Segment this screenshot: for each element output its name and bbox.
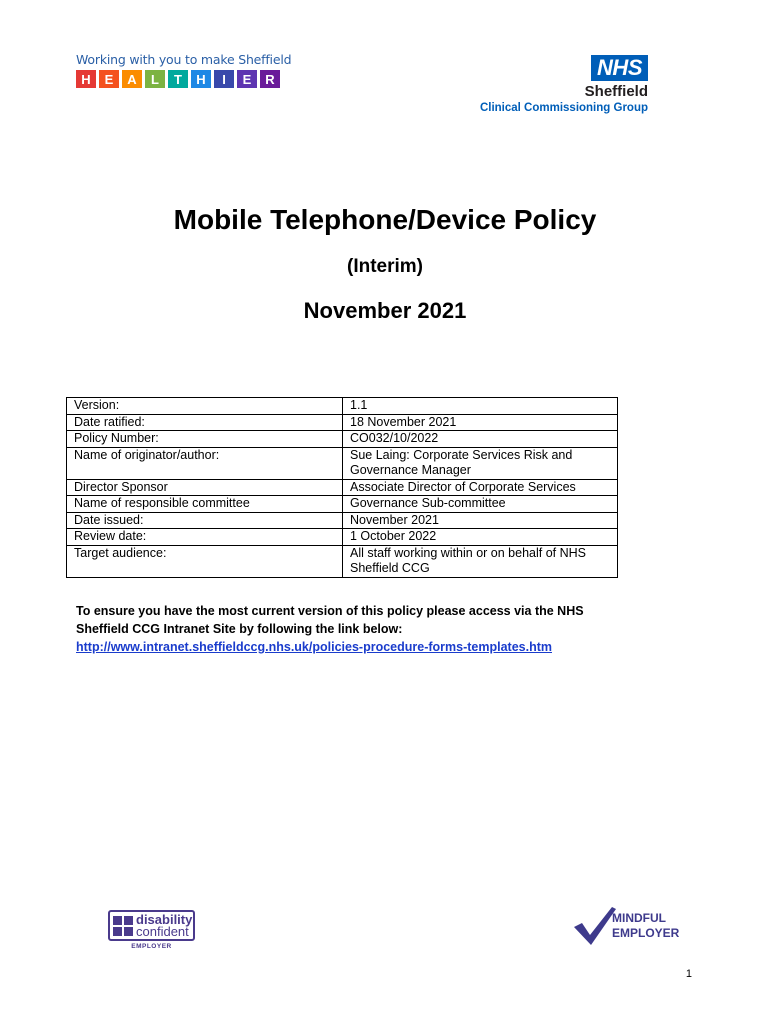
mindful-employer-logo (572, 905, 679, 947)
row-value: 18 November 2021 (343, 414, 618, 431)
row-label: Date issued: (67, 512, 343, 529)
healthier-tiles (76, 70, 291, 88)
row-label: Director Sponsor (67, 479, 343, 496)
healthier-logo (76, 52, 291, 88)
table-row (67, 398, 618, 415)
row-label: Name of responsible committee (67, 496, 343, 513)
policy-info-table (66, 397, 618, 578)
note-line-2: Sheffield CCG Intranet Site by following the link below: (76, 622, 403, 636)
healthier-letter-tile: I (214, 70, 234, 88)
healthier-tagline: Working with you to make Sheffield (76, 52, 292, 67)
nhs-org-subtitle: Clinical Commissioning Group (479, 102, 648, 114)
intranet-link[interactable]: http://www.intranet.sheffieldccg.nhs.uk/policies-procedure-forms-templates.htm (76, 640, 552, 654)
row-label: Policy Number: (67, 431, 343, 448)
version-note (76, 602, 676, 656)
healthier-letter-tile: H (191, 70, 211, 88)
table-row (67, 529, 618, 546)
disability-confident-icon (113, 916, 133, 936)
table-row (67, 447, 618, 479)
healthier-letter-tile: H (76, 70, 96, 88)
table-row (67, 545, 618, 577)
row-value: 1.1 (343, 398, 618, 415)
note-line-1: To ensure you have the most current version of this policy please access via the NHS (76, 604, 584, 618)
row-label: Version: (67, 398, 343, 415)
nhs-org-name: Sheffield (584, 83, 648, 100)
table-row (67, 479, 618, 496)
row-value: All staff working within or on behalf of NHS Sheffield CCG (343, 545, 618, 577)
healthier-letter-tile: R (260, 70, 280, 88)
row-label: Target audience: (67, 545, 343, 577)
healthier-letter-tile: A (122, 70, 142, 88)
document-date: November 2021 (303, 298, 467, 323)
row-value: 1 October 2022 (343, 529, 618, 546)
mindful-employer-word: EMPLOYER (612, 926, 680, 940)
healthier-letter-tile: L (145, 70, 165, 88)
mindful-word: MINDFUL (612, 911, 666, 925)
table-row (67, 512, 618, 529)
disability-employer-word: EMPLOYER (131, 943, 172, 950)
row-value: Associate Director of Corporate Services (343, 479, 618, 496)
disability-word: disability (136, 912, 193, 927)
row-value: Governance Sub-committee (343, 496, 618, 513)
row-label: Name of originator/author: (67, 447, 343, 479)
confident-word: confident (136, 924, 189, 939)
row-value: November 2021 (343, 512, 618, 529)
disability-confident-logo (108, 910, 195, 950)
table-row (67, 431, 618, 448)
document-subtitle: (Interim) (347, 256, 423, 277)
row-value: CO032/10/2022 (343, 431, 618, 448)
nhs-badge: NHS (591, 55, 648, 81)
healthier-letter-tile: E (99, 70, 119, 88)
healthier-letter-tile: E (237, 70, 257, 88)
table-row (67, 414, 618, 431)
document-title: Mobile Telephone/Device Policy (173, 204, 597, 235)
page-number: 1 (685, 968, 692, 980)
row-label: Review date: (67, 529, 343, 546)
row-value: Sue Laing: Corporate Services Risk and Governance Manager (343, 447, 618, 479)
healthier-letter-tile: T (168, 70, 188, 88)
row-label: Date ratified: (67, 414, 343, 431)
table-row (67, 496, 618, 513)
nhs-sheffield-logo (480, 55, 648, 115)
